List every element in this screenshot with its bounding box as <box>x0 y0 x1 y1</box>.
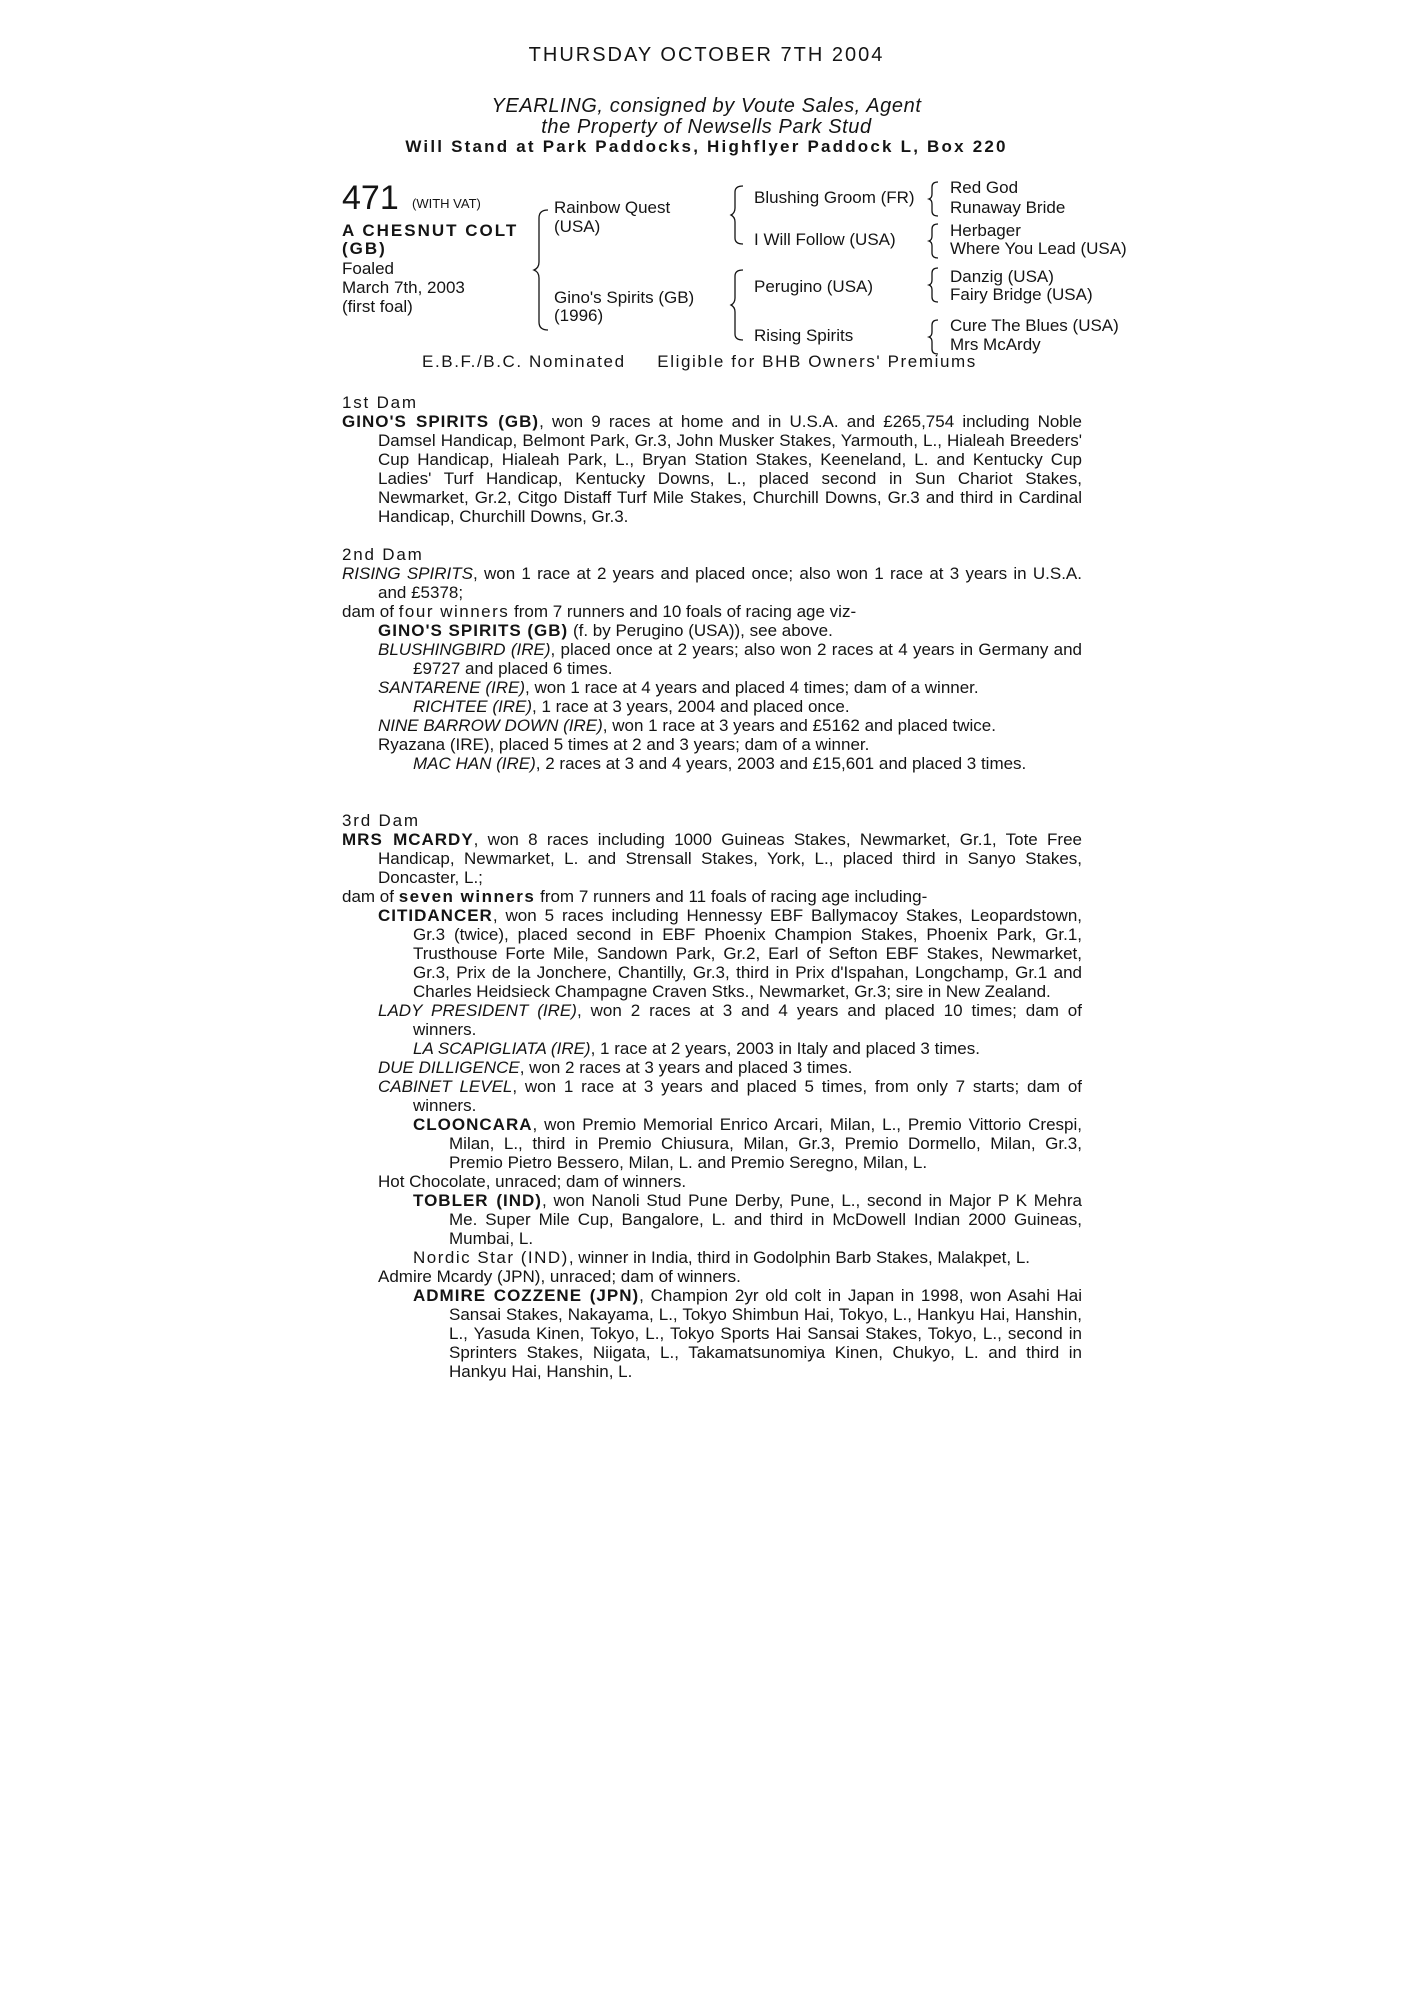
progeny-entry: CABINET LEVEL, won 1 race at 3 years and placed 5 times, from only 7 starts; dam of winners. <box>378 1077 1082 1115</box>
progeny-entry: Admire Mcardy (JPN), unraced; dam of winners. <box>378 1267 741 1286</box>
pedigree-bracket-ds <box>929 266 939 304</box>
pedigree-sire: Rainbow Quest <box>554 198 671 217</box>
pedigree-bracket-sd <box>929 222 939 260</box>
pedigree-sire-dam: I Will Follow (USA) <box>754 230 896 249</box>
progeny-entry: ADMIRE COZZENE (JPN), Champion 2yr old colt in Japan in 1998, won Asahi Hai Sansai Stakes, Nakayama, L., Tokyo Shimbun Hai, Tokyo, L., Hankyu Hai, Hanshin, L., Yasuda Kinen, Tokyo, L., Tokyo Sports Hai Sansai Stakes, Tokyo, L., second in Sprinters Stakes, Niigata, L., Takamatsunomiya Kinen, Chukyo, L. and third in Hankyu Hai, Hanshin, L. <box>413 1286 1082 1381</box>
eligibility-line: E.B.F./B.C. Nominated Eligible for BHB Owners' Premiums <box>422 352 977 371</box>
first-dam-heading: 1st Dam <box>342 393 418 412</box>
first-dam-text: , won 9 races at home and in U.S.A. and £265,754 including Noble Damsel Handicap, Belmont Park, Gr.3, John Musker Stakes, Yarmouth, L., Hialeah Breeders' Cup Handicap, Hialeah Park, L., Bryan Station Stakes, Keeneland, L. and Kentucky Cup Ladies' Turf Handicap, Kentucky Downs, L., placed second in Sun Chariot Stakes, Newmarket, Gr.2, Citgo Distaff Turf Mile Stakes, Churchill Downs, Gr.3 and third in Cardinal Handicap, Churchill Downs, Gr.3. <box>378 412 1082 526</box>
second-dam-text: , won 1 race at 2 years and placed once; also won 1 race at 3 years in U.S.A. and £5378; <box>378 564 1082 602</box>
pedigree-sds: Herbager <box>950 221 1021 240</box>
third-dam-heading: 3rd Dam <box>342 811 420 830</box>
second-dam-record <box>342 564 1082 602</box>
pedigree-bracket-main <box>536 208 550 332</box>
pedigree-sire-sire: Blushing Groom (FR) <box>754 188 915 207</box>
stand-location: Will Stand at Park Paddocks, Highflyer Paddock L, Box 220 <box>405 137 1008 156</box>
pedigree-dam-dam: Rising Spirits <box>754 326 854 345</box>
progeny-entry: Ryazana (IRE), placed 5 times at 2 and 3 years; dam of a winner. <box>378 735 870 754</box>
lot-description: A CHESNUT COLT <box>342 221 519 240</box>
first-dam-section <box>342 393 1082 526</box>
lot-origin: (GB) <box>342 239 387 258</box>
second-dam-produce-summary: dam of four winners from 7 runners and 10 foals of racing age viz- <box>342 602 857 621</box>
first-dam-name: GINO'S SPIRITS (GB) <box>342 412 540 431</box>
progeny-entry: CITIDANCER, won 5 races including Hennessy EBF Ballymacoy Stakes, Leopardstown, Gr.3 (twice), placed second in EBF Phoenix Champion Stakes, Phoenix Park, Gr.1, Trusthouse Forte Mile, Sandown Park, Gr.2, Earl of Sefton EBF Stakes, Newmarket, Gr.3, Prix de la Jonchere, Chantilly, Gr.3, third in Prix d'Ispahan, Longchamp, Gr.1 and Charles Heidsieck Champagne Craven Stks., Newmarket, Gr.3; sire in New Zealand. <box>378 906 1082 1001</box>
second-dam-name: RISING SPIRITS <box>342 564 473 583</box>
pedigree-dss: Danzig (USA) <box>950 267 1054 286</box>
progeny-entry: LADY PRESIDENT (IRE), won 2 races at 3 and 4 years and placed 10 times; dam of winners. <box>378 1001 1082 1039</box>
pedigree-sss: Red God <box>950 178 1019 197</box>
progeny-entry: GINO'S SPIRITS (GB) (f. by Perugino (USA)), see above. <box>378 621 833 640</box>
second-dam-section <box>342 545 1082 773</box>
progeny-entry: DUE DILLIGENCE, won 2 races at 3 years and placed 3 times. <box>378 1058 853 1077</box>
pedigree-bracket-dd <box>929 318 939 356</box>
progeny-entry: MAC HAN (IRE), 2 races at 3 and 4 years, 2003 and £15,601 and placed 3 times. <box>413 754 1027 773</box>
third-dam-record <box>342 830 1082 887</box>
property-line: the Property of Newsells Park Stud <box>541 116 872 138</box>
pedigree-dsd: Fairy Bridge (USA) <box>950 285 1093 304</box>
foaled-label: Foaled <box>342 259 394 278</box>
first-dam-record <box>342 412 1082 526</box>
pedigree-bracket-dam <box>732 268 744 342</box>
pedigree-bracket-sire <box>732 184 744 246</box>
third-dam-name: MRS MCARDY <box>342 830 474 849</box>
third-dam-section <box>342 811 1082 1381</box>
winners-count: seven winners <box>398 887 536 906</box>
pedigree-dam: Gino's Spirits (GB) <box>554 288 695 307</box>
foal-date: March 7th, 2003 <box>342 278 465 297</box>
progeny-entry: RICHTEE (IRE), 1 race at 3 years, 2004 and placed once. <box>413 697 850 716</box>
third-dam-produce-summary: dam of seven winners from 7 runners and 11 foals of racing age including- <box>342 887 928 906</box>
pedigree-ddd: Mrs McArdy <box>950 335 1041 354</box>
pedigree-sdd: Where You Lead (USA) <box>950 239 1127 258</box>
progeny-entry: TOBLER (IND), won Nanoli Stud Pune Derby, Pune, L., second in Major P K Mehra Me. Super Mile Cup, Bangalore, L. and third in McDowell Indian 2000 Guineas, Mumbai, L. <box>413 1191 1082 1248</box>
lot-number: 471 <box>342 179 399 217</box>
consignment-line: YEARLING, consigned by Voute Sales, Agent <box>491 95 922 117</box>
progeny-entry: Nordic Star (IND), winner in India, third in Godolphin Barb Stakes, Malakpet, L. <box>413 1248 1031 1267</box>
foal-note: (first foal) <box>342 297 413 316</box>
progeny-entry: Hot Chocolate, unraced; dam of winners. <box>378 1172 687 1191</box>
winners-count: four winners <box>398 602 510 621</box>
progeny-entry: BLUSHINGBIRD (IRE), placed once at 2 years; also won 2 races at 4 years in Germany and £9727 and placed 6 times. <box>378 640 1082 678</box>
sale-date: THURSDAY OCTOBER 7TH 2004 <box>528 44 885 66</box>
pedigree-bracket-ss <box>929 180 939 218</box>
third-dam-text: , won 8 races including 1000 Guineas Stakes, Newmarket, Gr.1, Tote Free Handicap, Newmarket, L. and Strensall Stakes, York, L., placed third in Sanyo Stakes, Doncaster, L.; <box>378 830 1082 887</box>
pedigree-sire-origin: (USA) <box>554 217 601 236</box>
progeny-entry: NINE BARROW DOWN (IRE), won 1 race at 3 years and £5162 and placed twice. <box>378 716 996 735</box>
pedigree-dam-year: (1996) <box>554 306 604 325</box>
pedigree-dds: Cure The Blues (USA) <box>950 316 1119 335</box>
progeny-entry: SANTARENE (IRE), won 1 race at 4 years and placed 4 times; dam of a winner. <box>378 678 979 697</box>
pedigree-ssd: Runaway Bride <box>950 198 1066 217</box>
progeny-entry: CLOONCARA, won Premio Memorial Enrico Arcari, Milan, L., Premio Vittorio Crespi, Milan, L., third in Premio Chiusura, Milan, Gr.3, Premio Dormello, Milan, Gr.3, Premio Pietro Bessero, Milan, L. and Premio Seregno, Milan, L. <box>413 1115 1082 1172</box>
progeny-entry: LA SCAPIGLIATA (IRE), 1 race at 2 years, 2003 in Italy and placed 3 times. <box>413 1039 980 1058</box>
second-dam-heading: 2nd Dam <box>342 545 424 564</box>
vat-note: (WITH VAT) <box>412 196 481 211</box>
pedigree-dam-sire: Perugino (USA) <box>754 277 874 296</box>
